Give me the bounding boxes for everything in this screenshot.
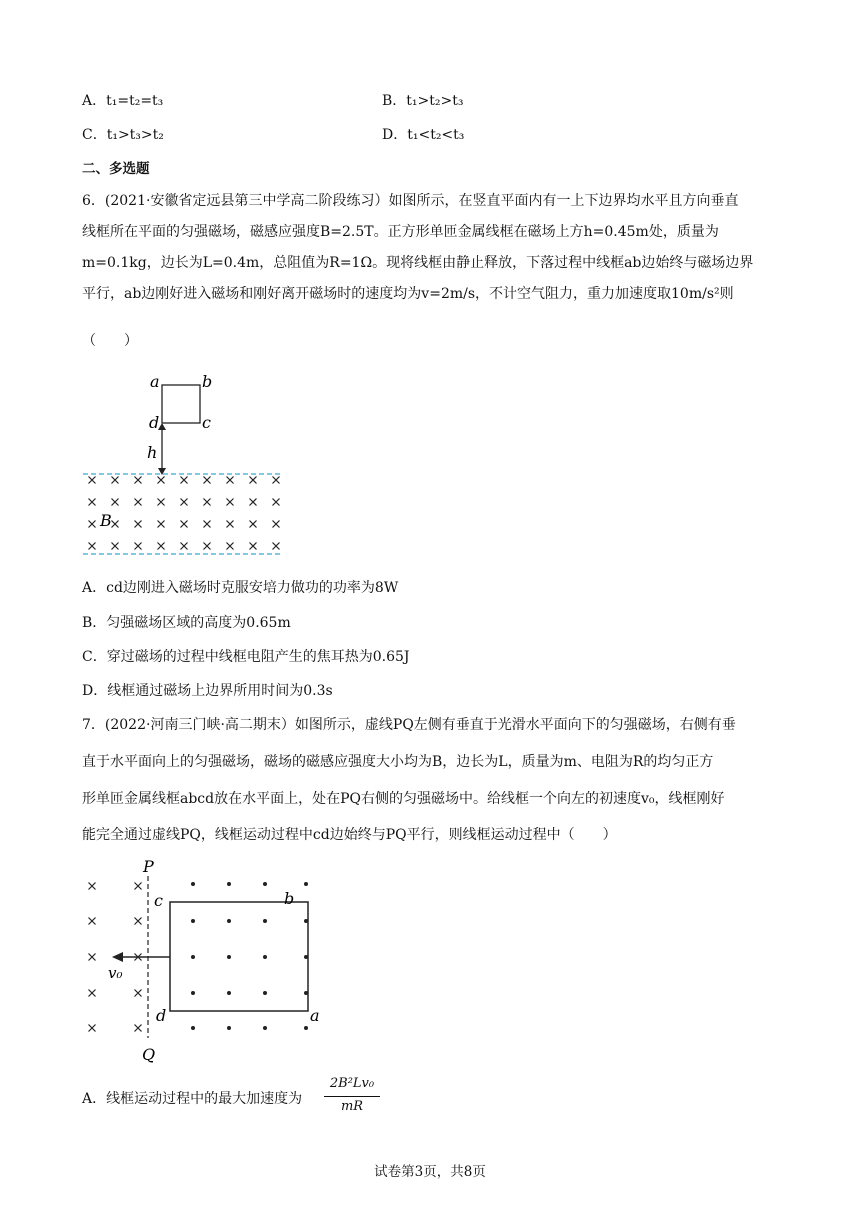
field-cross-mark xyxy=(89,954,96,961)
field-dot-mark xyxy=(304,1026,308,1030)
q7-stem-line3: 形单匝金属线框abcd放在水平面上，处在PQ右侧的匀强磁场中。给线框一个向左的初速度v₀，线框刚好 xyxy=(82,791,725,807)
q6-option-d: D．线框通过磁场上边界所用时间为0.3s xyxy=(82,683,333,699)
page-footer: 试卷第3页，共8页 xyxy=(374,1164,486,1180)
field-cross-mark xyxy=(135,883,142,890)
field-cross-mark xyxy=(181,521,188,528)
wire-frame-square xyxy=(170,902,308,1011)
field-cross-mark xyxy=(273,499,280,506)
q5-option-a: A．t₁=t₂=t₃ xyxy=(82,93,164,109)
field-cross-mark xyxy=(204,521,211,528)
label-b: b xyxy=(202,372,213,391)
field-dot-mark xyxy=(227,919,231,923)
section-title: 二、多选题 xyxy=(82,161,150,177)
q7-stem-line4: 能完全通过虚线PQ，线框运动过程中cd边始终与PQ平行，则线框运动过程中（ ） xyxy=(82,827,617,843)
field-cross-mark xyxy=(181,499,188,506)
q6-figure xyxy=(80,368,290,563)
field-cross-mark xyxy=(135,1025,142,1032)
field-cross-mark xyxy=(204,543,211,550)
field-cross-mark xyxy=(158,477,165,484)
field-dot-mark xyxy=(263,955,267,959)
field-cross-mark xyxy=(227,543,234,550)
field-cross-mark xyxy=(89,499,96,506)
field-dot-mark xyxy=(263,1026,267,1030)
field-cross-mark xyxy=(273,543,280,550)
q7-option-a-text: A．线框运动过程中的最大加速度为 xyxy=(82,1091,303,1107)
q5-option-d: D．t₁<t₂<t₃ xyxy=(382,127,465,143)
field-cross-mark xyxy=(135,477,142,484)
field-cross-mark xyxy=(273,477,280,484)
q7-stem-line1: 7．(2022·河南三门峡·高二期末）如图所示，虚线PQ左侧有垂直于光滑水平面向下的匀强磁场，右侧有垂 xyxy=(82,717,736,733)
field-cross-mark xyxy=(135,990,142,997)
q6-stem-line4: 平行，ab边刚好进入磁场和刚好离开磁场时的速度均为v=2m/s，不计空气阻力，重力加速度取10m/s²则 xyxy=(82,286,734,302)
label-d: d xyxy=(156,1006,167,1025)
q7-option-a xyxy=(82,1088,302,1108)
field-cross-mark xyxy=(204,499,211,506)
field-cross-mark xyxy=(158,499,165,506)
fraction-denominator: mR xyxy=(340,1099,364,1114)
field-cross-mark xyxy=(135,499,142,506)
field-cross-mark xyxy=(227,477,234,484)
field-dot-mark xyxy=(304,882,308,886)
field-cross-mark xyxy=(135,543,142,550)
field-dot-mark xyxy=(263,882,267,886)
field-dot-mark xyxy=(263,991,267,995)
field-cross-mark xyxy=(112,521,119,528)
field-cross-mark xyxy=(181,543,188,550)
field-dot-mark xyxy=(227,991,231,995)
label-a: a xyxy=(150,372,160,391)
field-cross-mark xyxy=(112,477,119,484)
label-d: d xyxy=(149,413,160,432)
field-cross-mark xyxy=(227,521,234,528)
q6-stem-line1: 6．(2021·安徽省定远县第三中学高二阶段练习）如图所示，在竖直平面内有一上下边界均水平且方向垂直 xyxy=(82,193,739,209)
field-cross-mark xyxy=(135,918,142,925)
label-B: B xyxy=(100,511,112,530)
q6-option-b: B．匀强磁场区域的高度为0.65m xyxy=(82,615,291,631)
field-cross-mark xyxy=(273,521,280,528)
field-cross-grid xyxy=(89,477,280,550)
field-cross-mark xyxy=(250,521,257,528)
field-cross-mark xyxy=(181,477,188,484)
label-v0: v₀ xyxy=(108,964,123,982)
field-dot-mark xyxy=(191,1026,195,1030)
field-dot-mark xyxy=(227,1026,231,1030)
q5-option-b: B．t₁>t₂>t₃ xyxy=(382,93,464,109)
field-dot-mark xyxy=(227,955,231,959)
q6-option-a: A．cd边刚进入磁场时克服安培力做功的功率为8W xyxy=(82,580,399,596)
label-b: b xyxy=(284,889,295,908)
q6-answer-paren: （ ） xyxy=(82,333,138,349)
fraction-bar xyxy=(324,1096,380,1097)
field-cross-mark xyxy=(89,543,96,550)
q6-option-c: C．穿过磁场的过程中线框电阻产生的焦耳热为0.65J xyxy=(82,649,410,665)
field-cross-mark xyxy=(250,499,257,506)
field-cross-mark xyxy=(89,883,96,890)
field-cross-mark xyxy=(227,499,234,506)
label-Q: Q xyxy=(142,1045,156,1064)
q6-stem-line2: 线框所在平面的匀强磁场，磁感应强度B=2.5T。正方形单匝金属线框在磁场上方h=0.45m处，质量为 xyxy=(82,224,719,240)
field-cross-mark xyxy=(89,918,96,925)
wire-frame-square xyxy=(162,385,200,423)
field-cross-mark xyxy=(250,477,257,484)
q7-stem-line2: 直于水平面向上的匀强磁场，磁场的磁感应强度大小均为B，边长为L，质量为m、电阻为R的均匀正方 xyxy=(82,754,714,770)
q5-option-c: C．t₁>t₃>t₂ xyxy=(82,127,164,143)
field-dot-mark xyxy=(191,919,195,923)
field-dot-mark xyxy=(263,919,267,923)
label-c: c xyxy=(202,413,211,432)
field-cross-mark xyxy=(158,521,165,528)
velocity-arrow-head xyxy=(112,952,123,962)
field-cross-mark xyxy=(89,1025,96,1032)
field-cross-mark xyxy=(135,521,142,528)
field-cross-mark xyxy=(158,543,165,550)
label-h: h xyxy=(147,443,158,462)
field-cross-mark xyxy=(204,477,211,484)
field-cross-mark xyxy=(112,543,119,550)
label-a: a xyxy=(310,1006,320,1025)
label-c: c xyxy=(154,891,163,910)
field-cross-mark xyxy=(89,990,96,997)
field-cross-mark xyxy=(89,477,96,484)
label-P: P xyxy=(143,857,154,876)
field-dot-mark xyxy=(191,882,195,886)
field-dot-mark xyxy=(191,991,195,995)
q6-stem-line3: m=0.1kg，边长为L=0.4m，总阻值为R=1Ω。现将线框由静止释放，下落过程中线框ab边始终与磁场边界 xyxy=(82,255,754,271)
field-cross-mark xyxy=(89,521,96,528)
q7-figure xyxy=(80,856,330,1066)
field-dot-mark xyxy=(191,955,195,959)
fraction-numerator: 2B²Lv₀ xyxy=(329,1076,375,1091)
field-dot-mark xyxy=(227,882,231,886)
field-cross-mark xyxy=(112,499,119,506)
field-cross-mark xyxy=(250,543,257,550)
